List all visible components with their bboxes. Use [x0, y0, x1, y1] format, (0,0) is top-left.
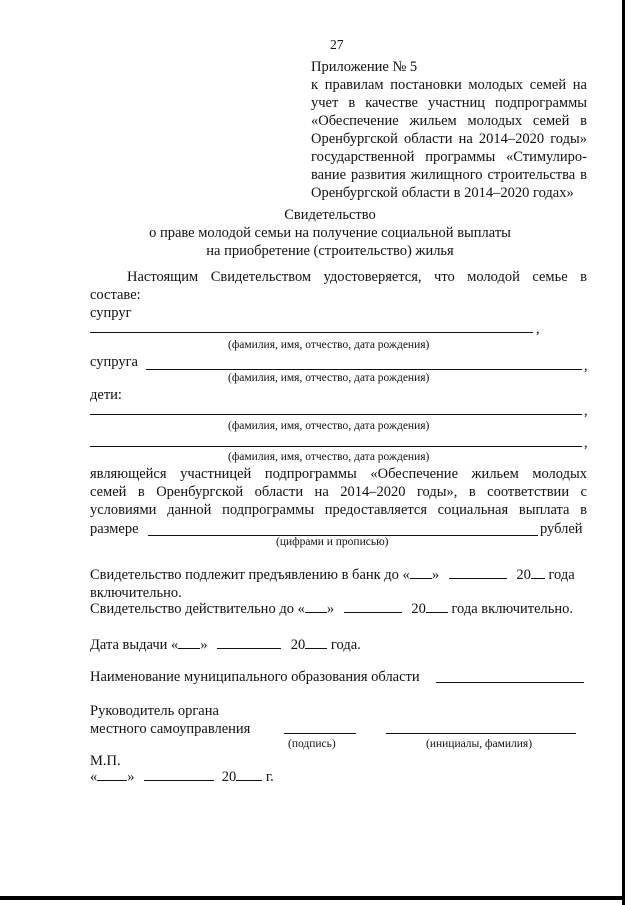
amount-label: размере	[90, 521, 139, 537]
date-year: 20	[221, 769, 237, 785]
bank-month-field[interactable]	[449, 566, 507, 579]
comma: ,	[536, 321, 540, 337]
sign-year-field[interactable]	[236, 768, 262, 781]
document-subtitle: о праве молодой семьи на получение социальной выплаты	[149, 225, 511, 241]
amount-caption: (цифрами и прописью)	[276, 536, 389, 548]
scan-edge-right	[622, 0, 625, 905]
sign-day-field[interactable]	[97, 768, 127, 781]
stamp-label: М.П.	[90, 753, 121, 769]
valid-suffix: года включительно.	[451, 601, 574, 617]
document-title: Свидетельство	[284, 207, 376, 223]
valid-until-line	[90, 600, 573, 618]
wife-label: супруга	[90, 354, 138, 370]
spouse-label: супруг	[90, 305, 132, 321]
date-mid: »	[127, 769, 135, 785]
valid-year: 20	[411, 601, 426, 617]
valid-prefix: Свидетельство действительно до «	[90, 601, 305, 617]
issue-year-field[interactable]	[305, 636, 327, 649]
head-title: местного самоуправления	[90, 721, 251, 737]
name-field[interactable]	[386, 733, 576, 734]
child-2-field[interactable]	[90, 446, 582, 447]
sign-month-field[interactable]	[144, 768, 214, 781]
child-2-caption: (фамилия, имя, отчество, дата рождения)	[228, 451, 430, 463]
comma: ,	[584, 403, 588, 419]
appendix-line: учет в качестве участниц подпрограммы	[311, 95, 587, 111]
paragraph-line: условиями данной подпрограммы предоставляется социальная выплата в	[90, 502, 587, 518]
appendix-line: вание развития жилищного строительства в	[311, 167, 587, 183]
appendix-line: «Обеспечение жильем молодых семей в	[311, 113, 587, 129]
issue-date-line	[90, 636, 361, 654]
signature-caption: (подпись)	[288, 738, 336, 750]
valid-day-field[interactable]	[305, 600, 327, 613]
valid-year-field[interactable]	[426, 600, 448, 613]
comma: ,	[584, 358, 588, 374]
appendix-line: Оренбургской области на 2014–2020 годы»	[311, 131, 587, 147]
scan-edge-bottom	[0, 896, 625, 900]
head-title: Руководитель органа	[90, 703, 219, 719]
spouse-field[interactable]	[90, 332, 533, 333]
appendix-title: Приложение № 5	[311, 59, 418, 75]
intro-text: составе:	[90, 287, 141, 303]
bank-suffix: года	[548, 567, 575, 583]
issue-year: 20	[290, 637, 306, 653]
child-1-caption: (фамилия, имя, отчество, дата рождения)	[228, 420, 430, 432]
name-caption: (инициалы, фамилия)	[426, 738, 533, 750]
children-label: дети:	[90, 387, 122, 403]
date-suffix: г.	[265, 769, 274, 785]
appendix-line: к правилам постановки молодых семей на	[311, 77, 587, 93]
child-1-field[interactable]	[90, 414, 582, 415]
bank-day-field[interactable]	[410, 566, 432, 579]
appendix-line: государственной программы «Стимулиро-	[311, 149, 587, 165]
date-open: «	[90, 769, 98, 785]
municipality-label: Наименование муниципального образования области	[90, 669, 420, 685]
bank-prefix: Свидетельство подлежит предъявлению в банк до «	[90, 567, 410, 583]
wife-field[interactable]	[146, 369, 582, 370]
amount-unit: рублей	[540, 521, 583, 537]
bank-validity-line	[90, 566, 575, 584]
paragraph-line: являющейся участницей подпрограммы «Обеспечение жильем молодых	[90, 466, 587, 482]
paragraph-line: семей в Оренбургской области на 2014–2020 годы», в соответствии с	[90, 484, 587, 500]
issue-day-field[interactable]	[178, 636, 200, 649]
page-number: 27	[330, 37, 344, 52]
bank-year-field[interactable]	[531, 566, 545, 579]
valid-month-field[interactable]	[344, 600, 402, 613]
issue-month-field[interactable]	[217, 636, 281, 649]
issue-prefix: Дата выдачи «	[90, 637, 179, 653]
municipality-field[interactable]	[436, 682, 584, 683]
spouse-caption: (фамилия, имя, отчество, дата рождения)	[228, 339, 430, 351]
signature-field[interactable]	[284, 733, 356, 734]
wife-caption: (фамилия, имя, отчество, дата рождения)	[228, 372, 430, 384]
document-subtitle: на приобретение (строительство) жилья	[206, 243, 454, 259]
intro-text: Настоящим Свидетельством удостоверяется, что молодой семье в	[127, 269, 587, 285]
bank-year: 20	[516, 567, 531, 583]
signature-date-line	[90, 768, 274, 786]
bank-mid: »	[431, 567, 440, 583]
comma: ,	[584, 435, 588, 451]
bank-validity-line2: включительно.	[90, 585, 182, 601]
issue-mid: »	[200, 637, 208, 653]
appendix-line: Оренбургской области в 2014–2020 годах»	[311, 185, 574, 201]
issue-suffix: года.	[330, 637, 361, 653]
valid-mid: »	[326, 601, 335, 617]
